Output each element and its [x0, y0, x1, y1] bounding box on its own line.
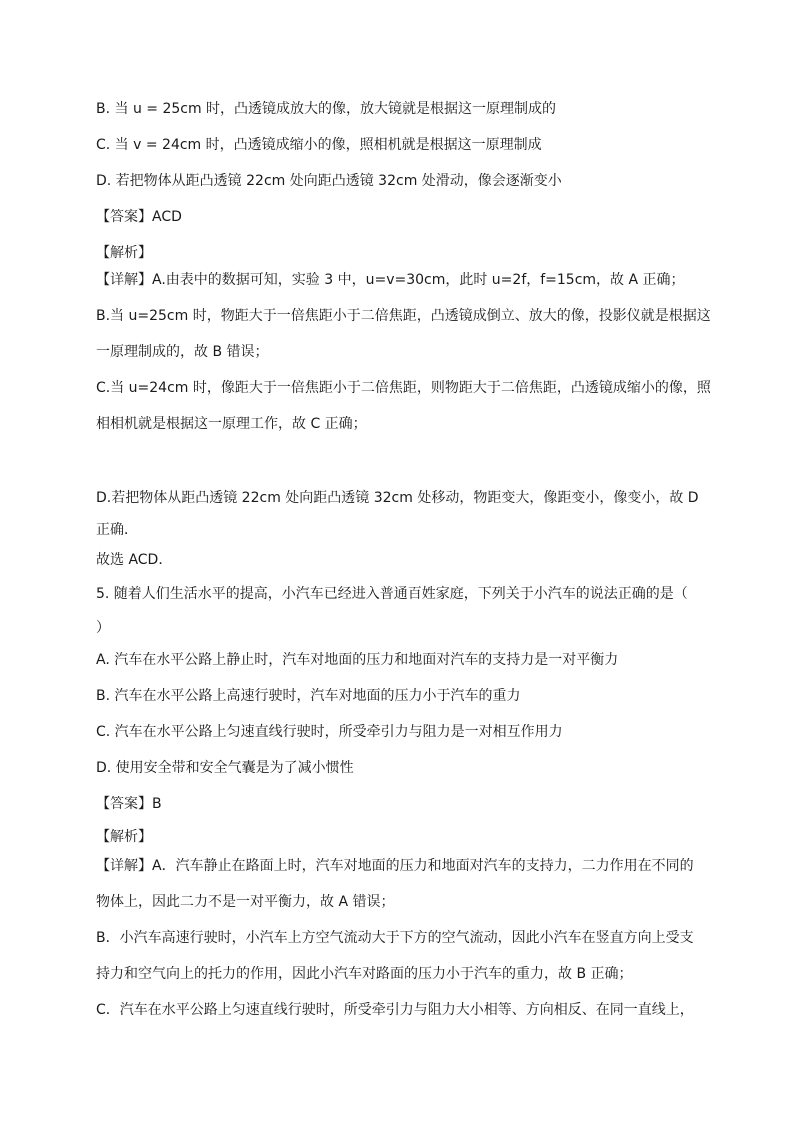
- conclusion-q4: 故选 ACD．: [96, 552, 173, 568]
- explanation-d-q4-line1: D.若把物体从距凸透镜 22cm 处向距凸透镜 32cm 处移动，物距变大，像距变小，像变小，故 D: [96, 490, 699, 506]
- question-5-stem-line1: 5. 随着人们生活水平的提高，小汽车已经进入普通百姓家庭，下列关于小汽车的说法正确的是（: [96, 586, 688, 602]
- option-c-lens-question: C. 当 v = 24cm 时，凸透镜成缩小的像，照相机就是根据这一原理制成: [96, 137, 542, 153]
- explanation-b-q4-line2: 一原理制成的，故 B 错误；: [96, 344, 269, 360]
- question-5-option-b: B. 汽车在水平公路上高速行驶时，汽车对地面的压力小于汽车的重力: [96, 688, 521, 704]
- explanation-c-q4-line1: C.当 u=24cm 时，像距大于一倍焦距小于二倍焦距，则物距大于二倍焦距，凸透镜成缩小的像，照: [96, 380, 711, 396]
- analysis-label-q5: 【解析】: [96, 829, 152, 845]
- answer-label-q4: 【答案】ACD: [96, 209, 182, 225]
- option-d-lens-question: D. 若把物体从距凸透镜 22cm 处向距凸透镜 32cm 处滑动，像会逐渐变小: [96, 173, 562, 189]
- question-5-option-d: D. 使用安全带和安全气囊是为了减小惯性: [96, 760, 354, 776]
- question-5-option-a: A. 汽车在水平公路上静止时，汽车对地面的压力和地面对汽车的支持力是一对平衡力: [96, 652, 619, 668]
- explanation-a-q4: 【详解】A.由表中的数据可知，实验 3 中，u=v=30cm，此时 u=2f，f=15cm，故 A 正确；: [96, 272, 685, 288]
- question-5-option-c: C. 汽车在水平公路上匀速直线行驶时，所受牵引力与阻力是一对相互作用力: [96, 724, 563, 740]
- explanation-b-q4-line1: B.当 u=25cm 时，物距大于一倍焦距小于二倍焦距，凸透镜成倒立、放大的像，投影仪就是根据这: [96, 308, 711, 324]
- explanation-b-q5-line1: B．小汽车高速行驶时，小汽车上方空气流动大于下方的空气流动，因此小汽车在竖直方向上受支: [96, 930, 694, 946]
- explanation-a-q5-line2: 物体上，因此二力不是一对平衡力，故 A 错误；: [96, 894, 395, 910]
- answer-label-q5: 【答案】B: [96, 796, 162, 812]
- question-5-stem-line2: ）: [96, 620, 110, 636]
- explanation-b-q5-line2: 持力和空气向上的托力的作用，因此小汽车对路面的压力小于汽车的重力，故 B 正确；: [96, 966, 633, 982]
- explanation-c-q4-line2: 相相机就是根据这一原理工作，故 C 正确；: [96, 416, 367, 432]
- option-b-lens-question: B. 当 u = 25cm 时，凸透镜成放大的像，放大镜就是根据这一原理制成的: [96, 101, 557, 117]
- explanation-c-q5-line1: C．汽车在水平公路上匀速直线行驶时，所受牵引力与阻力大小相等、方向相反、在同一直线上，: [96, 1002, 694, 1018]
- explanation-d-q4-line2: 正确．: [96, 522, 138, 538]
- analysis-label-q4: 【解析】: [96, 245, 152, 261]
- explanation-a-q5-line1: 【详解】A．汽车静止在路面上时，汽车对地面的压力和地面对汽车的支持力，二力作用在不同的: [96, 858, 694, 874]
